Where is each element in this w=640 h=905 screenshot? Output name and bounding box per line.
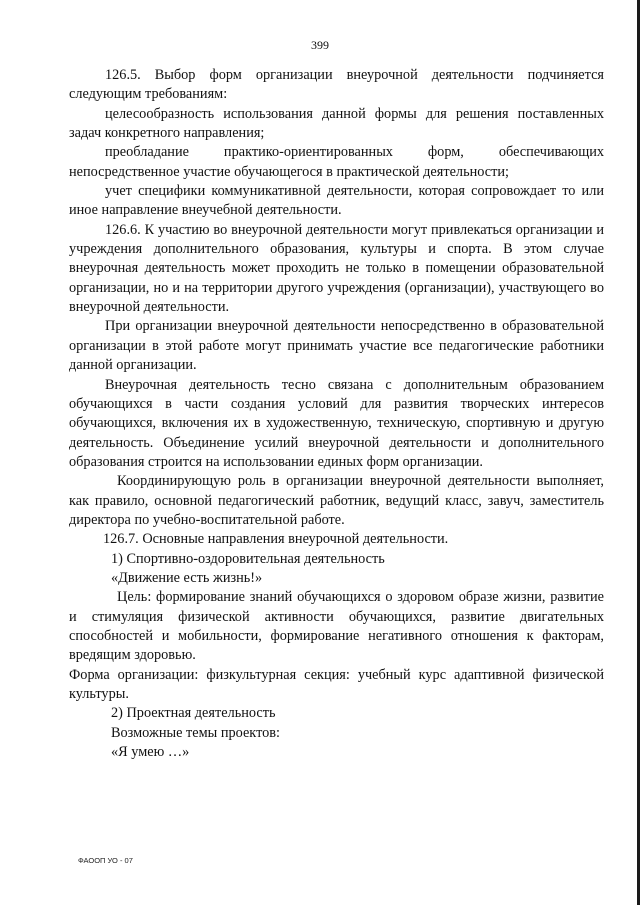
paragraph-126-6: 126.6. К участию во внеурочной деятельности могут привлекаться организации и учреждения дополнительного образования, культуры и спорта. В этом случае внеурочная деятельность может проходить не только в помещении образовательной организации, но и на территории другого учреждения (организации), участвующего во внеурочной деятельности. (69, 221, 604, 316)
paragraph-form-of-organization: Форма организации: физкультурная секция: учебный курс адаптивной физической культуры. (69, 666, 604, 702)
section-project: 2) Проектная деятельность (111, 705, 276, 722)
project-topic-i-can: «Я умею …» (111, 744, 190, 761)
section-sports: 1) Спортивно-оздоровительная деятельность (111, 550, 385, 567)
paragraph-additional-education: Внеурочная деятельность тесно связана с дополнительным образованием обучающихся в части создания условий для развития творческих интересов обучающихся, включения их в художественную, техническую, спортивную и другую деятельность. Объединение усилий внеурочной деятельности и дополнительного образования строится на использовании единых форм организации. (69, 376, 604, 470)
paragraph-requirement-2: преобладание практико-ориентированных форм, обеспечивающих непосредственное участие обучающегося в практической деятельности; (69, 144, 604, 180)
paragraph-126-5: 126.5. Выбор форм организации внеурочной деятельности подчиняется следующим требованиям: (69, 67, 604, 103)
paragraph-requirement-3: учет специфики коммуникативной деятельности, которая сопровождает то или иное направление внеучебной деятельности. (69, 183, 604, 219)
paragraph-requirement-1: целесообразность использования данной формы для решения поставленных задач конкретного направления; (69, 105, 604, 142)
footer-code: ФАООП УО - 07 (78, 856, 133, 865)
paragraph-in-school: При организации внеурочной деятельности непосредственно в образовательной организации в этой работе могут принимать участие все педагогические работники данной организации. (69, 318, 604, 374)
paragraph-goal: Цель: формирование знаний обучающихся о здоровом образе жизни, развитие и стимуляция физической активности обучающихся, развитие двигательных способностей и мобильности, формирование негативного отношения к факторам, вредящим здоровью. (69, 589, 604, 664)
page-number: 399 (311, 38, 329, 52)
paragraph-project-topics: Возможные темы проектов: (111, 724, 281, 741)
paragraph-126-7: 126.7. Основные направления внеурочной деятельности. (103, 531, 449, 548)
motto-movement-is-life: «Движение есть жизнь!» (111, 569, 263, 586)
paragraph-coordinating-role: Координирующую роль в организации внеурочной деятельности выполняет, как правило, основной педагогический работник, ведущий класс, завуч, заместитель директора по учебно-воспитательной работе. (69, 473, 604, 528)
body-text (69, 66, 604, 762)
